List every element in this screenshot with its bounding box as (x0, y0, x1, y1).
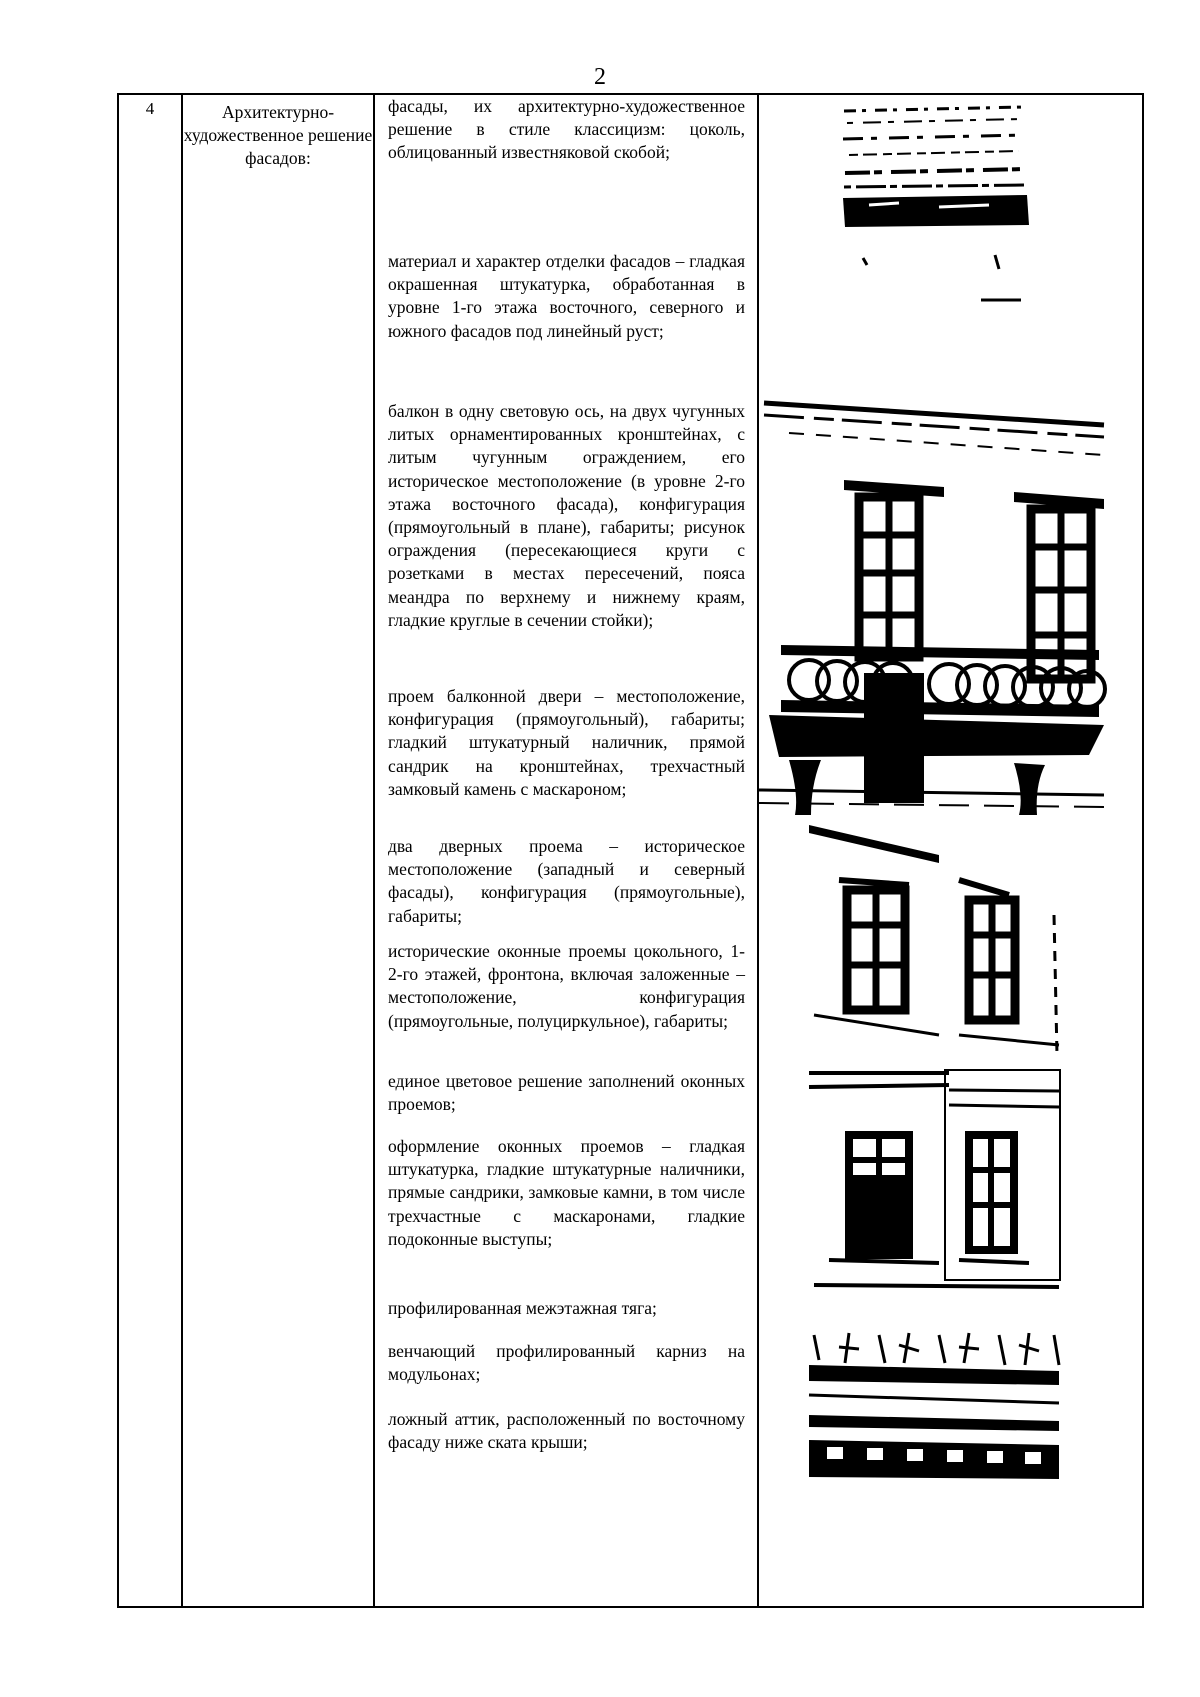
paragraph-balcony: балкон в одну световую ось, на двух чугунных литых орнаментированных кронштейнах, с литым чугунным ограждением, его историческое местоположение (в уровне 2-го этажа восточного фасада), конфигурация (прямоугольный в плане), габариты; рисунок ограждения (пересекающиеся круги с розетками в местах пересечений, пояса меандра по верхнему и нижнему краям, гладкие круглые в сечении стойки); (388, 401, 745, 630)
column-divider (181, 95, 183, 1606)
balcony-photo (759, 403, 1105, 815)
paragraph-window-color: единое цветовое решение заполнений оконных проемов; (388, 1071, 745, 1115)
plinth-photo (843, 107, 1029, 300)
cornice-photo (809, 1333, 1059, 1479)
paragraph-window-openings: исторические оконные проемы цокольного, 1-2-го этажей, фронтона, включая заложенные – местоположение, конфигурация (прямоугольные, полуциркульное), габариты; (388, 941, 745, 1031)
window-decor-photo (809, 1070, 1060, 1287)
paragraph-window-decor: оформление оконных проемов – гладкая штукатурка, гладкие штукатурные наличники, прямые сандрики, замковые камни, в том числе трехчастные с маскаронами, гладкие подоконные выступы; (388, 1136, 745, 1249)
paragraph-string-course: профилированная межэтажная тяга; (388, 1298, 657, 1318)
paragraph-balcony-door: проем балконной двери – местоположение, конфигурация (прямоугольный), габариты; гладкий штукатурный наличник, прямой сандрик на кронштейнах, трехчастный замковый камень с маскароном; (388, 686, 745, 799)
row-number: 4 (145, 99, 155, 118)
row-title: Архитектурно-художественное решение фасадов: (183, 102, 373, 168)
photo-column (759, 95, 1144, 1606)
column-divider (373, 95, 375, 1606)
paragraph-attic: ложный аттик, расположенный по восточному фасаду ниже ската крыши; (388, 1409, 745, 1453)
paragraph-door-openings: два дверных проема – историческое местоположение (западный и северный фасады), конфигурация (прямоугольные), габариты; (388, 836, 745, 926)
windows-photo (809, 825, 1059, 1055)
paragraph-cornice: венчающий профилированный карниз на модульонах; (388, 1341, 745, 1385)
data-table-row (117, 93, 1144, 1608)
page-number: 2 (594, 64, 606, 90)
paragraph-facades: фасады, их архитектурно-художественное решение в стиле классицизм: цоколь, облицованный известняковой скобой; (388, 96, 745, 163)
paragraph-finish: материал и характер отделки фасадов – гладкая окрашенная штукатурка, обработанная в уровне 1-го этажа восточного, северного и южного фасадов под линейный руст; (388, 251, 745, 341)
